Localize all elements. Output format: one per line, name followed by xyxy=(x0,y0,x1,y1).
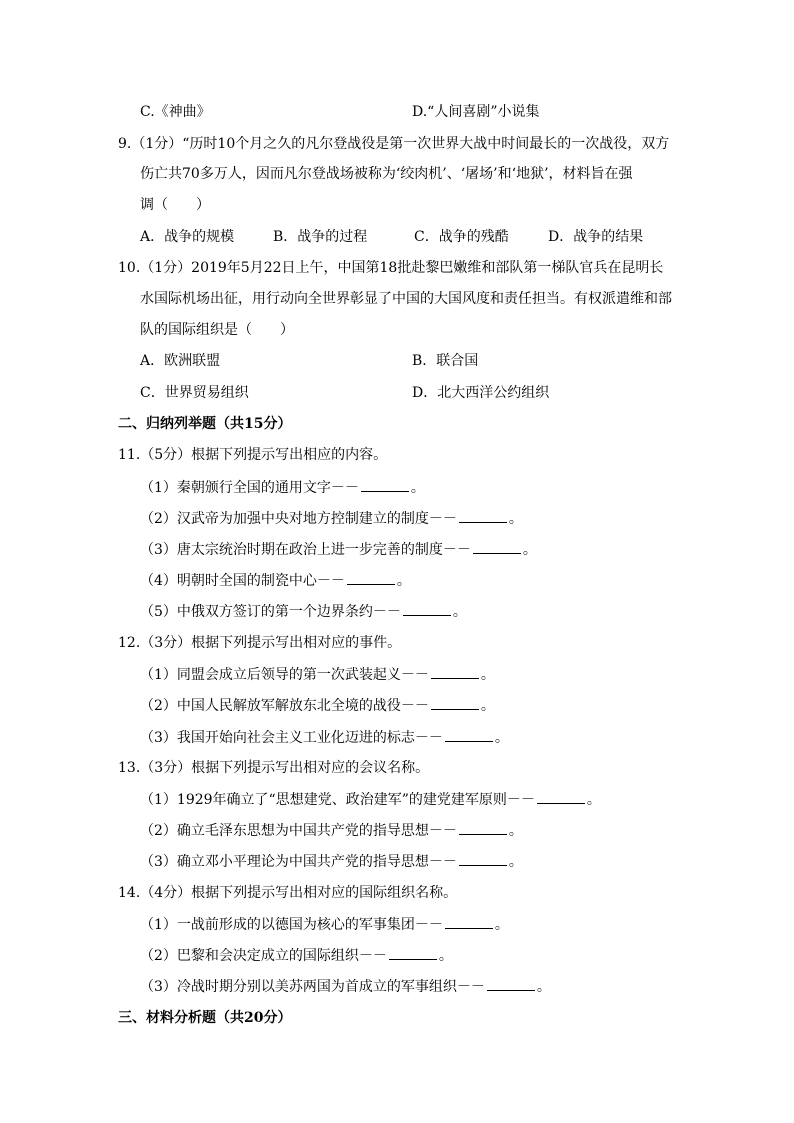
answer-blank[interactable] xyxy=(361,477,409,492)
answer-blank[interactable] xyxy=(431,695,479,710)
q14-stem: 14.（4分）根据下列提示写出相对应的国际组织名称。 xyxy=(118,885,458,901)
q9-stem-line2: 伤亡共70多万人，因而凡尔登战场被称为‘绞肉机’、‘屠场’和‘地狱’，材料旨在强 xyxy=(140,166,633,182)
q14-item-1 xyxy=(140,914,509,935)
q9-options xyxy=(140,227,643,247)
q11-item-3 xyxy=(140,539,537,560)
q11-item-5-end: 。 xyxy=(452,604,467,620)
q12-item-3 xyxy=(140,727,509,748)
q12-item-3-text: （3）我国开始向社会主义工业化迈进的标志－－ xyxy=(140,730,443,746)
q12-item-3-end: 。 xyxy=(494,730,509,746)
q10-stem-line2: 水国际机场出征，用行动向全世界彰显了中国的大国风度和责任担当。有权派遣维和部 xyxy=(140,291,672,307)
q11-item-4 xyxy=(140,570,411,591)
q11-item-1-text: （1）秦朝颁行全国的通用文字－－ xyxy=(140,480,359,496)
q13-item-1 xyxy=(140,789,601,810)
q12-item-1-text: （1）同盟会成立后领导的第一次武装起义－－ xyxy=(140,667,429,683)
q10-option-d: D．北大西洋公约组织 xyxy=(412,385,550,401)
q14-item-3-text: （3）冷战时期分别以美苏两国为首成立的军事组织－－ xyxy=(140,979,485,995)
q9-option-d: D．战争的结果 xyxy=(548,229,644,245)
q11-item-3-text: （3）唐太宗统治时期在政治上进一步完善的制度－－ xyxy=(140,542,471,558)
q11-item-5-text: （5）中俄双方签订的第一个边界条约－－ xyxy=(140,604,401,620)
q14-item-1-end: 。 xyxy=(494,917,509,933)
q9-option-a: A．战争的规模 xyxy=(140,229,235,245)
q10-option-b: B．联合国 xyxy=(412,353,479,369)
q13-item-2-end: 。 xyxy=(508,823,523,839)
answer-blank[interactable] xyxy=(459,820,507,835)
q14-item-2-text: （2）巴黎和会决定成立的国际组织－－ xyxy=(140,948,387,964)
q13-item-2-text: （2）确立毛泽东思想为中国共产党的指导思想－－ xyxy=(140,823,457,839)
q14-item-2 xyxy=(140,945,453,966)
q14-item-2-end: 。 xyxy=(438,948,453,964)
q12-item-2-text: （2）中国人民解放军解放东北全境的战役－－ xyxy=(140,698,429,714)
answer-blank[interactable] xyxy=(459,508,507,523)
q11-item-4-end: 。 xyxy=(396,573,411,589)
answer-blank[interactable] xyxy=(487,976,535,991)
q12-item-2-end: 。 xyxy=(480,698,495,714)
q13-item-1-end: 。 xyxy=(586,792,601,808)
q9-option-c: C．战争的残酷 xyxy=(414,229,509,245)
q14-item-1-text: （1）一战前形成的以德国为核心的军事集团－－ xyxy=(140,917,443,933)
q11-item-5 xyxy=(140,601,467,622)
section2-title: 二、归纳列举题（共15分） xyxy=(118,416,292,432)
q8-option-c: C.《神曲》 xyxy=(140,104,211,120)
q13-item-2 xyxy=(140,820,523,841)
q13-item-1-text: （1）1929年确立了“思想建党、政治建军”的建党建军原则－－ xyxy=(140,792,535,808)
answer-blank[interactable] xyxy=(537,789,585,804)
answer-blank[interactable] xyxy=(445,727,493,742)
q10-stem-line3: 队的国际组织是（ ） xyxy=(140,322,294,338)
q13-stem: 13.（3分）根据下列提示写出相对应的会议名称。 xyxy=(118,760,430,776)
q10-stem-line1: 10.（1分）2019年5月22日上午，中国第18批赴黎巴嫩维和部队第一梯队官兵在昆明长 xyxy=(118,260,664,276)
answer-blank[interactable] xyxy=(445,914,493,929)
answer-blank[interactable] xyxy=(473,539,521,554)
q10-option-a: A．欧洲联盟 xyxy=(140,353,221,369)
q11-item-3-end: 。 xyxy=(522,542,537,558)
q9-stem-line3: 调（ ） xyxy=(140,197,210,213)
answer-blank[interactable] xyxy=(347,570,395,585)
answer-blank[interactable] xyxy=(431,664,479,679)
q14-item-3-end: 。 xyxy=(536,979,551,995)
q11-item-4-text: （4）明朝时全国的制瓷中心－－ xyxy=(140,573,345,589)
q9-option-b: B．战争的过程 xyxy=(273,229,368,245)
q11-item-2 xyxy=(140,508,523,529)
q13-item-3 xyxy=(140,851,523,872)
answer-blank[interactable] xyxy=(459,851,507,866)
q8-option-d: D.“人间喜剧”小说集 xyxy=(412,104,540,120)
q11-item-1-end: 。 xyxy=(410,480,425,496)
q12-stem: 12.（3分）根据下列提示写出相对应的事件。 xyxy=(118,635,402,651)
q11-item-1 xyxy=(140,477,425,498)
q12-item-1 xyxy=(140,664,495,685)
section3-title: 三、材料分析题（共20分） xyxy=(118,1010,292,1026)
answer-blank[interactable] xyxy=(389,945,437,960)
q12-item-2 xyxy=(140,695,495,716)
q11-item-2-end: 。 xyxy=(508,511,523,527)
q9-stem-line1: 9.（1分）“历时10个月之久的凡尔登战役是第一次世界大战中时间最长的一次战役，双方 xyxy=(118,136,670,152)
q12-item-1-end: 。 xyxy=(480,667,495,683)
q14-item-3 xyxy=(140,976,551,997)
q11-item-2-text: （2）汉武帝为加强中央对地方控制建立的制度－－ xyxy=(140,511,457,527)
q10-option-c: C．世界贸易组织 xyxy=(140,385,249,401)
answer-blank[interactable] xyxy=(403,601,451,616)
q13-item-3-text: （3）确立邓小平理论为中国共产党的指导思想－－ xyxy=(140,854,457,870)
q13-item-3-end: 。 xyxy=(508,854,523,870)
q11-stem: 11.（5分）根据下列提示写出相应的内容。 xyxy=(118,447,388,463)
